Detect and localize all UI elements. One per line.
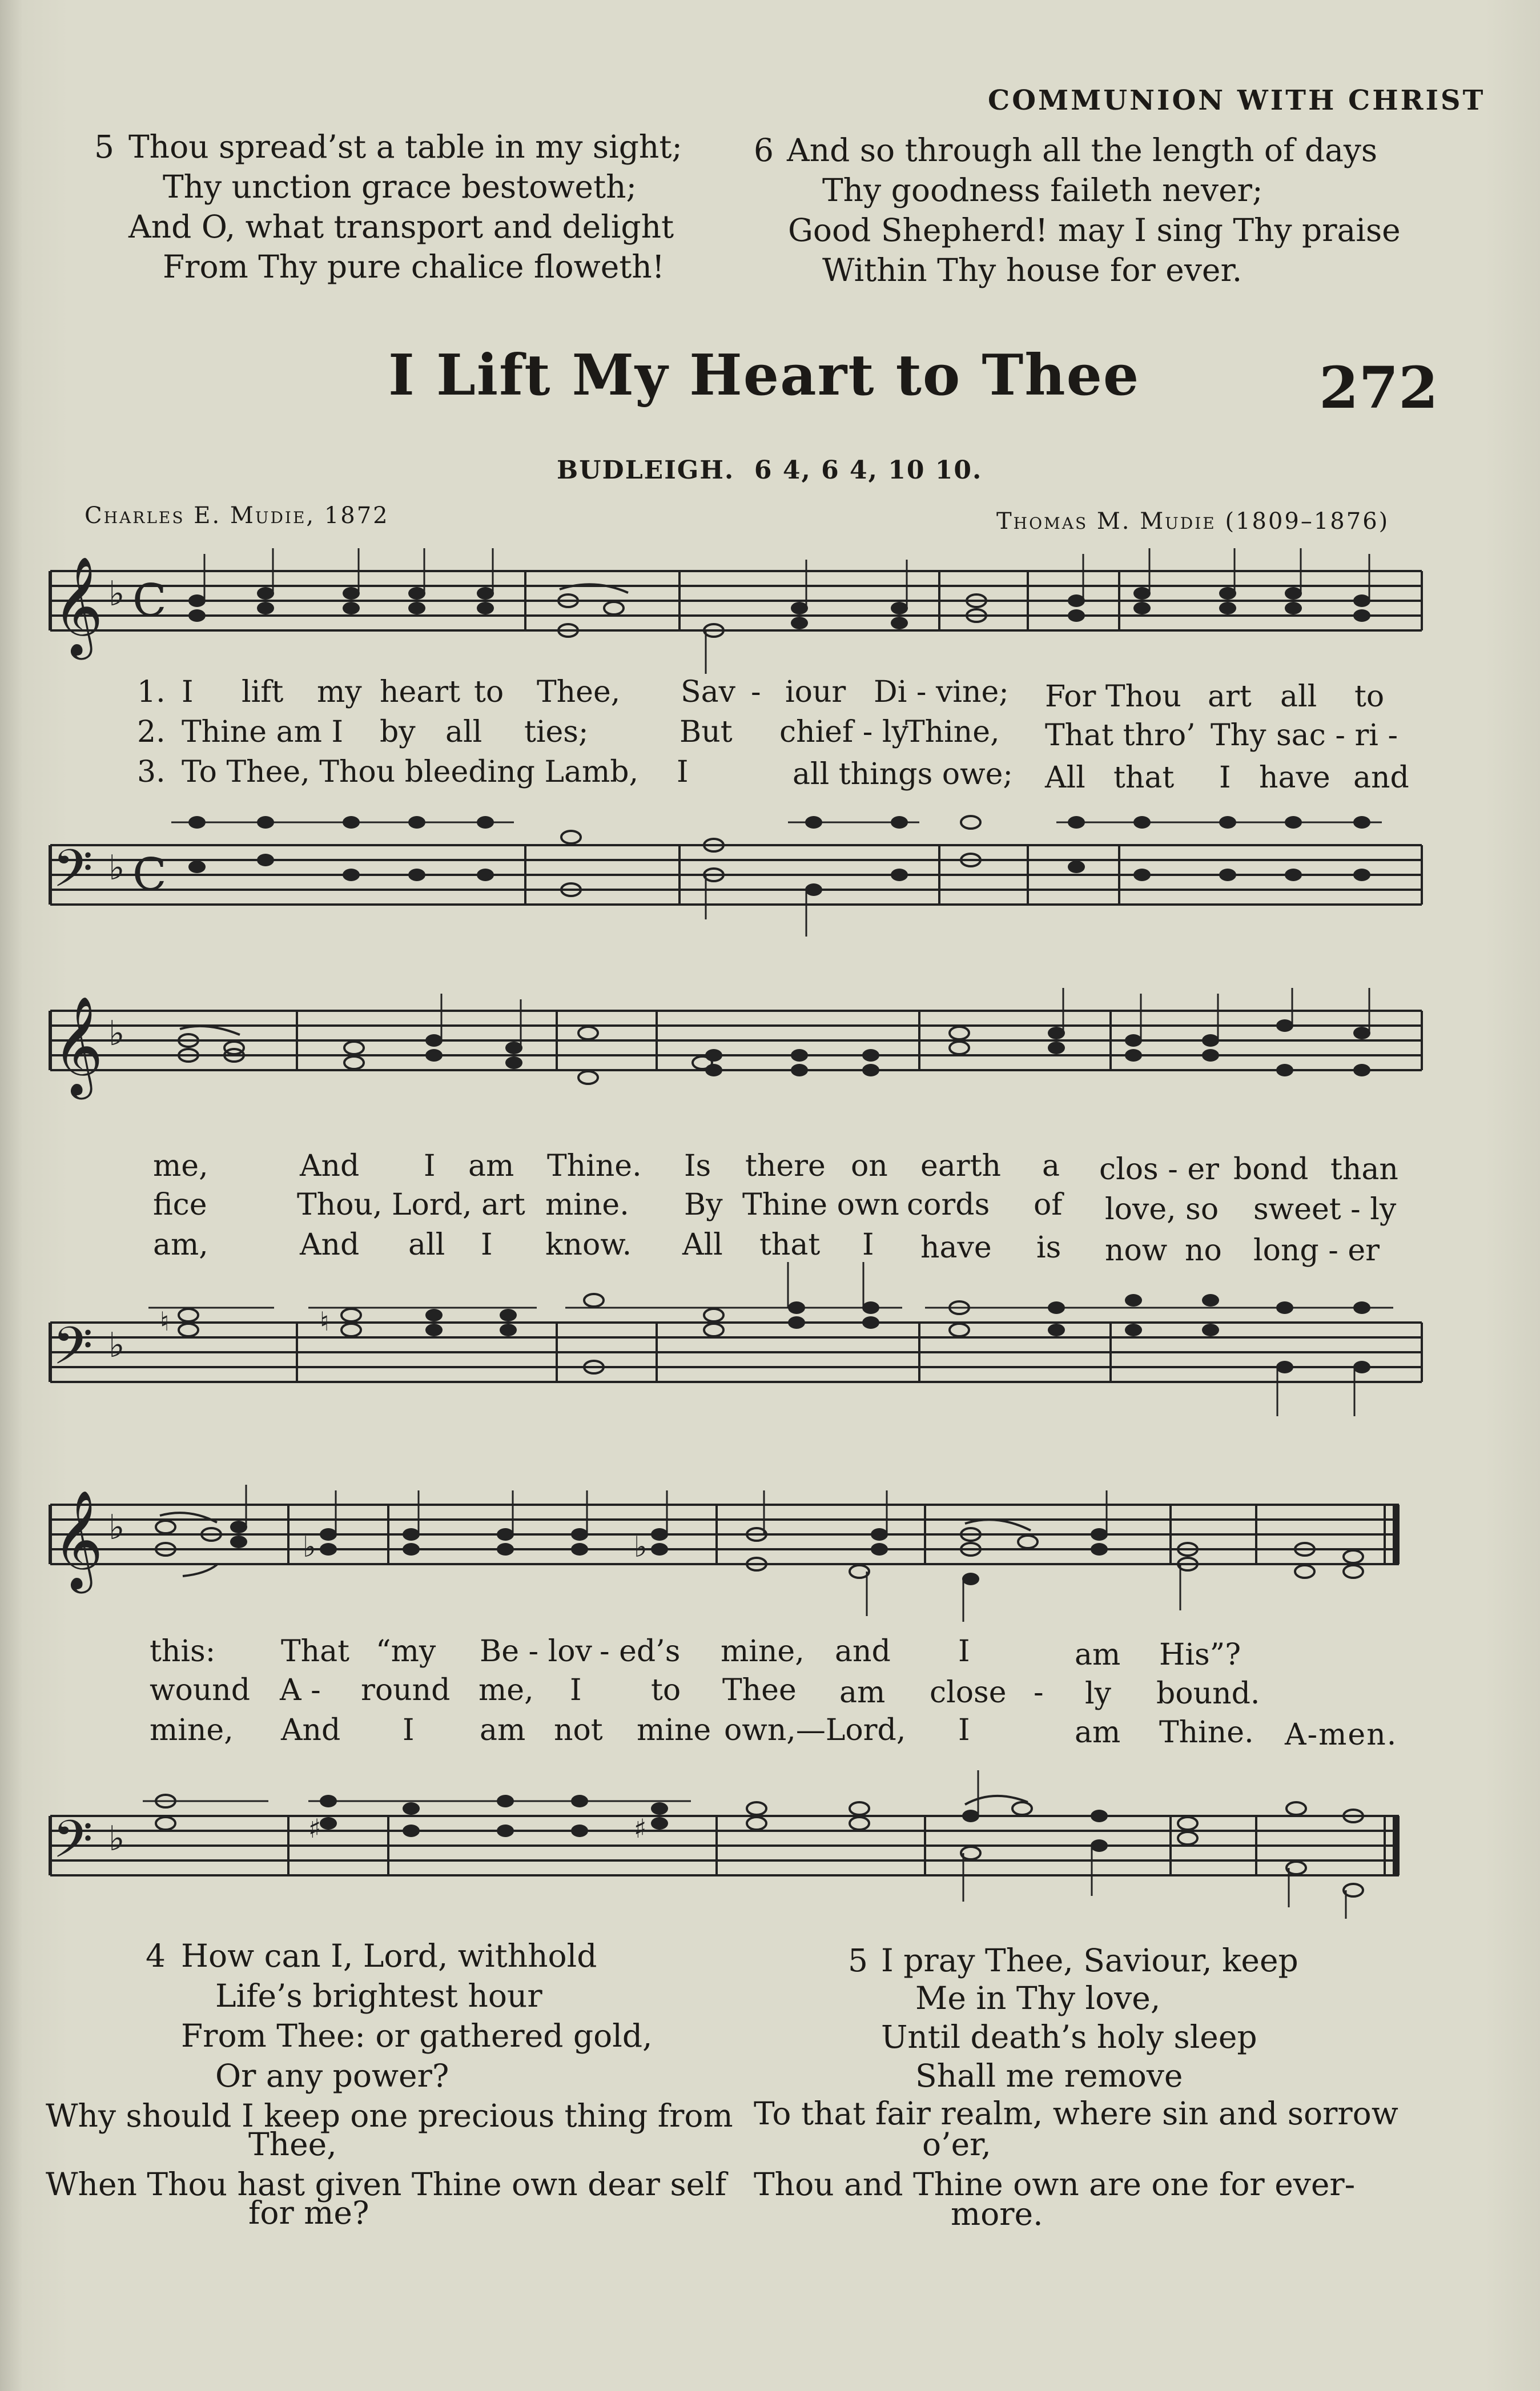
lyric-syllable: I	[677, 755, 689, 789]
lyric-syllable: - ed’s	[600, 1634, 681, 1669]
lyric-syllable: than	[1330, 1152, 1398, 1187]
stanza-line: And so through all the length of days	[787, 132, 1378, 168]
common-time-icon: C	[132, 575, 167, 626]
lyric-syllable: am,	[153, 1228, 208, 1262]
hymn-number: 272	[1319, 354, 1438, 421]
lyric-syllable: am	[480, 1713, 526, 1747]
lyric-syllable: am	[839, 1675, 886, 1710]
svg-text:♭: ♭	[108, 1819, 125, 1859]
svg-text:♭: ♭	[108, 848, 125, 888]
lyric-syllable: me,	[153, 1149, 208, 1183]
lyric-syllable: mine.	[545, 1188, 629, 1222]
tune-line	[557, 456, 982, 485]
stanza-line: How can I, Lord, withhold	[181, 1938, 597, 1974]
lyric-syllable: this:	[150, 1634, 216, 1669]
lyric-syllable: His”?	[1159, 1638, 1241, 1672]
lyric-syllable: And	[281, 1713, 341, 1747]
lyric-syllable: All	[682, 1228, 723, 1262]
lyric-syllable: ties;	[524, 715, 589, 749]
lyric-syllable: That thro’	[1045, 718, 1196, 753]
lyric-syllable: a	[1042, 1149, 1060, 1183]
lyric-syllable: wound	[150, 1673, 251, 1707]
lyric-syllable: bound.	[1156, 1677, 1260, 1711]
svg-text:♭: ♭	[108, 1508, 125, 1548]
stanza-line: Or any power?	[215, 2058, 449, 2094]
lyric-syllable: is	[1036, 1231, 1061, 1265]
verse-number: 3.	[137, 755, 166, 789]
lyric-syllable: not	[554, 1713, 603, 1747]
lyric-syllable: -	[751, 675, 761, 709]
stanza-line: To that fair realm, where sin and sorrow	[754, 2095, 1398, 2132]
lyric-syllable: For Thou	[1045, 680, 1181, 714]
lyric-syllable: Thine.	[547, 1149, 642, 1183]
composer-credit	[996, 508, 1389, 535]
system-3-treble-staff	[0, 1473, 1540, 1645]
stanza-number: 5	[848, 1942, 868, 1979]
lyric-syllable: to	[651, 1673, 681, 1707]
system-1-treble-staff	[0, 548, 1540, 697]
lyric-syllable: I	[424, 1149, 436, 1183]
lyric-syllable: “my	[376, 1634, 436, 1669]
stanza-line: Within Thy house for ever.	[822, 252, 1243, 288]
lyric-syllable: I	[570, 1673, 582, 1707]
lyric-syllable: art	[1208, 680, 1252, 714]
lyric-syllable: But	[679, 715, 733, 749]
lyric-syllable: Thine,	[905, 715, 1000, 749]
lyric-syllable: Be - lov	[480, 1634, 592, 1669]
lyric-syllable: That	[281, 1634, 350, 1669]
lyric-syllable: all things owe;	[793, 757, 1013, 791]
lyric-syllable: sac - ri -	[1276, 718, 1398, 753]
lyric-syllable: mine,	[150, 1713, 234, 1747]
lyric-syllable: I	[958, 1713, 970, 1747]
lyric-syllable: Sav	[681, 675, 736, 709]
lyric-syllable: fice	[153, 1188, 207, 1222]
lyric-syllable: that	[759, 1228, 821, 1262]
svg-text:♮: ♮	[320, 1306, 329, 1337]
stanza-line: more.	[951, 2196, 1043, 2232]
lyric-syllable: and	[1353, 761, 1409, 795]
lyric-syllable: all	[408, 1228, 445, 1262]
lyric-syllable: own,—Lord,	[724, 1713, 906, 1747]
stanza-number: 6	[754, 132, 774, 168]
lyric-syllable: I	[958, 1634, 970, 1669]
author-credit: Charles E. Mudie, 1872	[85, 503, 389, 529]
stanza-line: Thy unction grace bestoweth;	[163, 168, 637, 205]
lyric-syllable: And	[300, 1228, 360, 1262]
amen: A-men.	[1285, 1718, 1398, 1752]
stanza-line: From Thee: or gathered gold,	[181, 2018, 653, 2054]
lyric-syllable: Thine am I	[182, 715, 343, 749]
stanza-line: Thou and Thine own are one for ever-	[754, 2166, 1356, 2203]
lyric-syllable: All	[1045, 761, 1085, 795]
lyric-syllable: -	[1034, 1675, 1044, 1710]
stanza-line: From Thy pure chalice floweth!	[163, 248, 665, 285]
composer-dates: (1809–1876)	[1225, 508, 1390, 535]
lyric-syllable: clos - er	[1099, 1152, 1220, 1187]
lyric-syllable: me,	[479, 1673, 534, 1707]
lyric-syllable: close	[930, 1675, 1007, 1710]
lyric-syllable: cords	[907, 1188, 990, 1222]
lyric-syllable: I	[481, 1228, 493, 1262]
svg-text:♭: ♭	[303, 1530, 316, 1564]
stanza-number: 4	[146, 1938, 166, 1974]
lyric-syllable: bond	[1233, 1152, 1309, 1187]
composer-name: Thomas M. Mudie	[996, 508, 1216, 535]
svg-text:𝄢: 𝄢	[53, 838, 93, 911]
lyric-syllable: round	[361, 1673, 451, 1707]
stanza-line: Until death’s holy sleep	[881, 2019, 1257, 2055]
lyric-syllable: iour	[785, 675, 846, 709]
stanza-line: And O, what transport and delight	[128, 208, 674, 245]
stanza-number: 5	[94, 128, 114, 165]
lyric-syllable: I	[1219, 761, 1231, 795]
treble-clef-icon	[53, 556, 103, 660]
lyric-syllable: to	[474, 675, 504, 709]
lyric-syllable: Di - vine;	[874, 675, 1009, 709]
svg-text:♭: ♭	[108, 574, 125, 614]
svg-text:♯: ♯	[634, 1813, 647, 1844]
lyric-syllable: know.	[545, 1228, 632, 1262]
system-2-treble-staff	[0, 988, 1540, 1136]
stanza-line: Thy goodness faileth never;	[822, 172, 1263, 208]
lyric-syllable: and	[835, 1634, 891, 1669]
author-name: Charles E. Mudie	[85, 503, 307, 529]
hymn-title: I Lift My Heart to Thee	[388, 343, 1140, 408]
lyric-syllable: have	[920, 1231, 992, 1265]
lyric-syllable: all	[445, 715, 482, 749]
lyric-syllable: by	[380, 715, 416, 749]
lyric-syllable: Thee,	[537, 675, 621, 709]
stanza-line: When Thou hast given Thine own dear self	[46, 2166, 727, 2203]
lyric-syllable: To Thee, Thou bleeding Lamb,	[182, 755, 639, 789]
stanza-line: Shall me remove	[915, 2058, 1183, 2094]
lyric-syllable: Thine own	[742, 1188, 899, 1222]
stanza-line: Why should I keep one precious thing from	[46, 2097, 733, 2134]
lyric-syllable: Thee	[722, 1673, 797, 1707]
lyric-syllable: all	[1280, 680, 1317, 714]
lyric-syllable: no	[1185, 1233, 1222, 1268]
stanza-line: for me?	[248, 2195, 369, 2231]
lyric-syllable: earth	[920, 1149, 1002, 1183]
svg-text:♮: ♮	[160, 1306, 170, 1337]
lyric-syllable: mine	[637, 1713, 711, 1747]
lyric-syllable: there	[745, 1149, 826, 1183]
lyric-syllable: long - er	[1253, 1233, 1380, 1268]
svg-text:♭: ♭	[108, 1014, 125, 1054]
bass-clef-icon: 𝄢	[53, 1316, 93, 1389]
svg-text:♯: ♯	[308, 1813, 321, 1844]
lyric-syllable: I	[182, 675, 194, 709]
meter: 6 4, 6 4, 10 10.	[754, 456, 983, 485]
system-1-bass-staff	[0, 799, 1540, 948]
lyric-syllable: ly	[1085, 1677, 1112, 1711]
treble-clef-icon: 𝄞	[53, 1490, 103, 1589]
verse-number: 2.	[137, 715, 166, 749]
lyric-syllable: A -	[280, 1673, 321, 1707]
bass-clef-icon: 𝄢	[53, 1809, 93, 1882]
stanza-line: Me in Thy love,	[915, 1980, 1161, 2016]
stanza-line: Thee,	[248, 2126, 337, 2163]
lyric-syllable: Is	[684, 1149, 711, 1183]
lyric-syllable: now	[1105, 1233, 1168, 1268]
lyric-syllable: I	[403, 1713, 415, 1747]
lyric-syllable: mine,	[721, 1634, 805, 1669]
lyric-syllable: heart	[380, 675, 461, 709]
lyric-syllable: Thou, Lord, art	[297, 1188, 525, 1222]
tune-name: BUDLEIGH.	[557, 456, 735, 485]
running-head: COMMUNION WITH CHRIST	[988, 85, 1486, 116]
lyric-syllable: have	[1259, 761, 1330, 795]
lyric-syllable: of	[1034, 1188, 1063, 1222]
svg-text:𝄞: 𝄞	[53, 556, 103, 656]
lyric-syllable: on	[851, 1149, 888, 1183]
stanza-line: Thou spread’st a table in my sight;	[128, 128, 682, 165]
verse-number: 1.	[137, 675, 166, 709]
lyric-syllable: Thy	[1211, 718, 1266, 753]
lyric-syllable: am	[468, 1149, 514, 1183]
lyric-syllable: sweet - ly	[1253, 1192, 1397, 1227]
bass-clef-icon	[53, 838, 93, 911]
lyric-syllable: love, so	[1105, 1192, 1219, 1227]
lyric-syllable: Thine.	[1159, 1715, 1254, 1750]
stanza-line: I pray Thee, Saviour, keep	[881, 1942, 1298, 1979]
author-year: 1872	[324, 503, 389, 529]
system-3-bass-staff	[0, 1747, 1540, 1930]
lyric-syllable: chief - ly	[779, 715, 908, 749]
lyric-syllable: lift	[242, 675, 284, 709]
lyric-syllable: am	[1075, 1715, 1121, 1750]
lyric-syllable: to	[1354, 680, 1385, 714]
lyric-syllable: am	[1075, 1638, 1121, 1672]
system-2-bass-staff	[0, 1262, 1540, 1433]
lyric-syllable: By	[684, 1188, 723, 1222]
svg-text:♭: ♭	[634, 1530, 648, 1564]
common-time-icon: C	[132, 849, 167, 901]
lyric-syllable: my	[317, 675, 362, 709]
treble-clef-icon: 𝄞	[53, 996, 103, 1095]
stanza-line: Good Shepherd! may I sing Thy praise	[788, 212, 1401, 248]
lyric-syllable: that	[1113, 761, 1175, 795]
lyric-syllable: I	[862, 1228, 874, 1262]
svg-text:♭: ♭	[108, 1325, 125, 1365]
stanza-line: Life’s brightest hour	[215, 1978, 542, 2014]
lyric-syllable: And	[300, 1149, 360, 1183]
stanza-line: o’er,	[922, 2126, 991, 2163]
